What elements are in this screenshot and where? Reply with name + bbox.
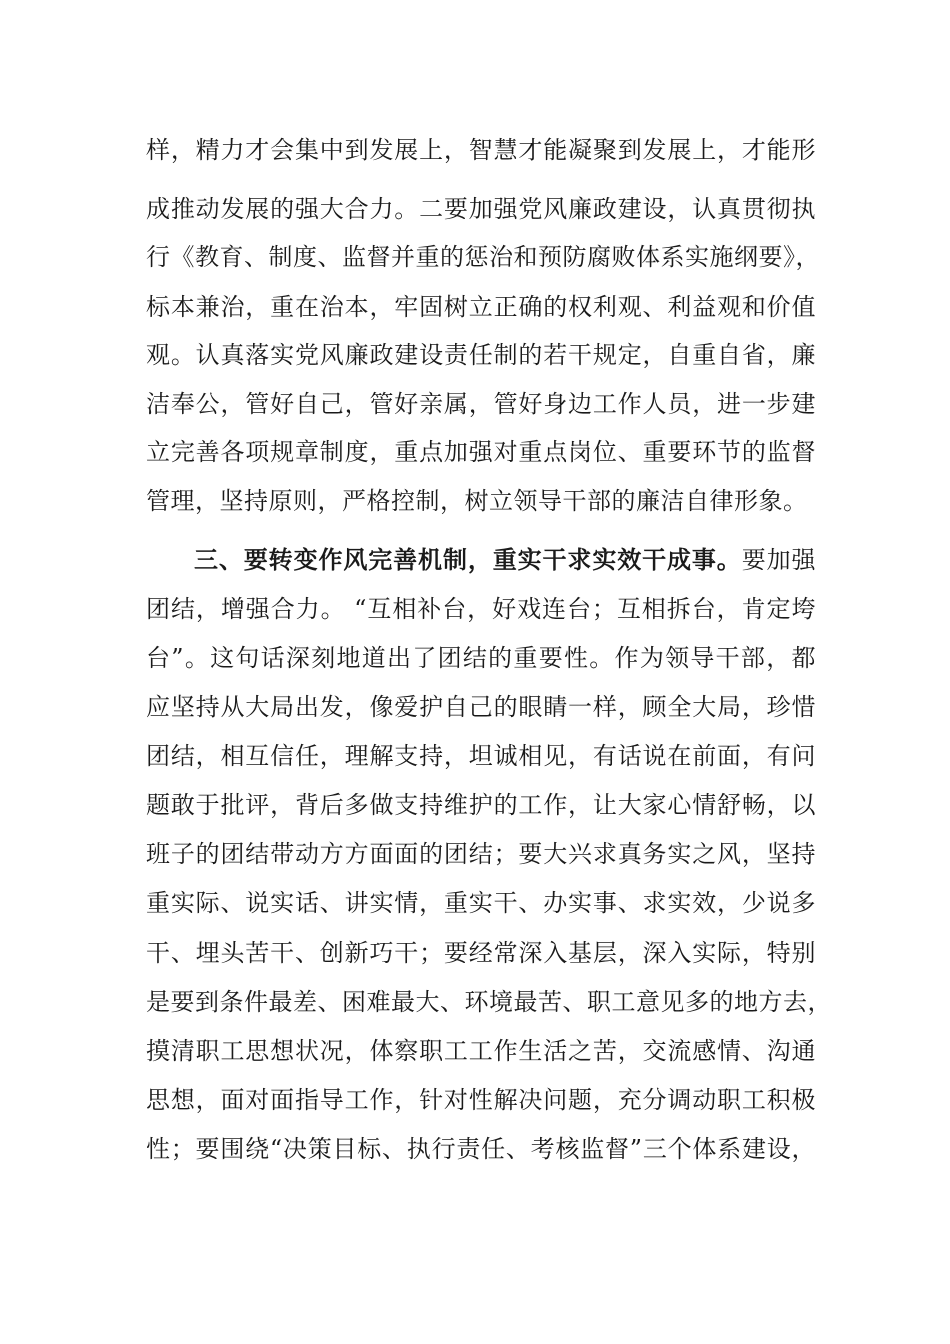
text-line: 是要到条件最差、困难最大、环境最苦、职工意见多的地方去，: [146, 988, 832, 1016]
text-line: 立完善各项规章制度，重点加强对重点岗位、重要环节的监督: [146, 438, 816, 466]
text-line: 标本兼治，重在治本，牢固树立正确的权利观、利益观和价值: [146, 293, 816, 321]
text-line: 思想，面对面指导工作，针对性解决问题，充分调动职工积极: [146, 1086, 816, 1114]
text-line: 摸清职工思想状况，体察职工工作生活之苦，交流感情、沟通: [146, 1037, 816, 1065]
text-line: 题敢于批评，背后多做支持维护的工作，让大家心情舒畅，以: [146, 791, 816, 819]
text-line: 样，精力才会集中到发展上，智慧才能凝聚到发展上，才能形: [146, 136, 816, 164]
text-line: 行《教育、制度、监督并重的惩治和预防腐败体系实施纲要》，: [146, 243, 820, 271]
text-line: 台”。这句话深刻地道出了团结的重要性。作为领导干部，都: [146, 644, 816, 672]
text-fragment: 要加强: [741, 546, 817, 574]
text-line: 性；要围绕“决策目标、执行责任、考核监督”三个体系建设，: [146, 1135, 816, 1163]
text-line: 管理，坚持原则，严格控制，树立领导干部的廉洁自律形象。: [146, 487, 808, 515]
text-line: 洁奉公，管好自己，管好亲属，管好身边工作人员，进一步建: [146, 390, 816, 418]
section-heading: 三、要转变作风完善机制，重实干求实效干成事。: [194, 545, 742, 574]
text-line: 观。认真落实党风廉政建设责任制的若干规定，自重自省，廉: [146, 341, 816, 369]
text-line: 团结，增强合力。 “互相补台，好戏连台；互相拆台，肯定垮: [146, 595, 816, 623]
text-line: 团结，相互信任，理解支持，坦诚相见，有话说在前面，有问: [146, 742, 816, 770]
text-line: 班子的团结带动方方面面的团结；要大兴求真务实之风，坚持: [146, 840, 816, 868]
text-line: 成推动发展的强大合力。二要加强党风廉政建设，认真贯彻执: [146, 195, 816, 223]
text-line: 干、埋头苦干、创新巧干；要经常深入基层，深入实际，特别: [146, 939, 816, 967]
text-line: 重实际、说实话、讲实情，重实干、办实事、求实效，少说多: [146, 889, 816, 917]
section-heading-line: [194, 538, 816, 582]
text-line: 应坚持从大局出发，像爱护自己的眼睛一样，顾全大局，珍惜: [146, 693, 816, 721]
